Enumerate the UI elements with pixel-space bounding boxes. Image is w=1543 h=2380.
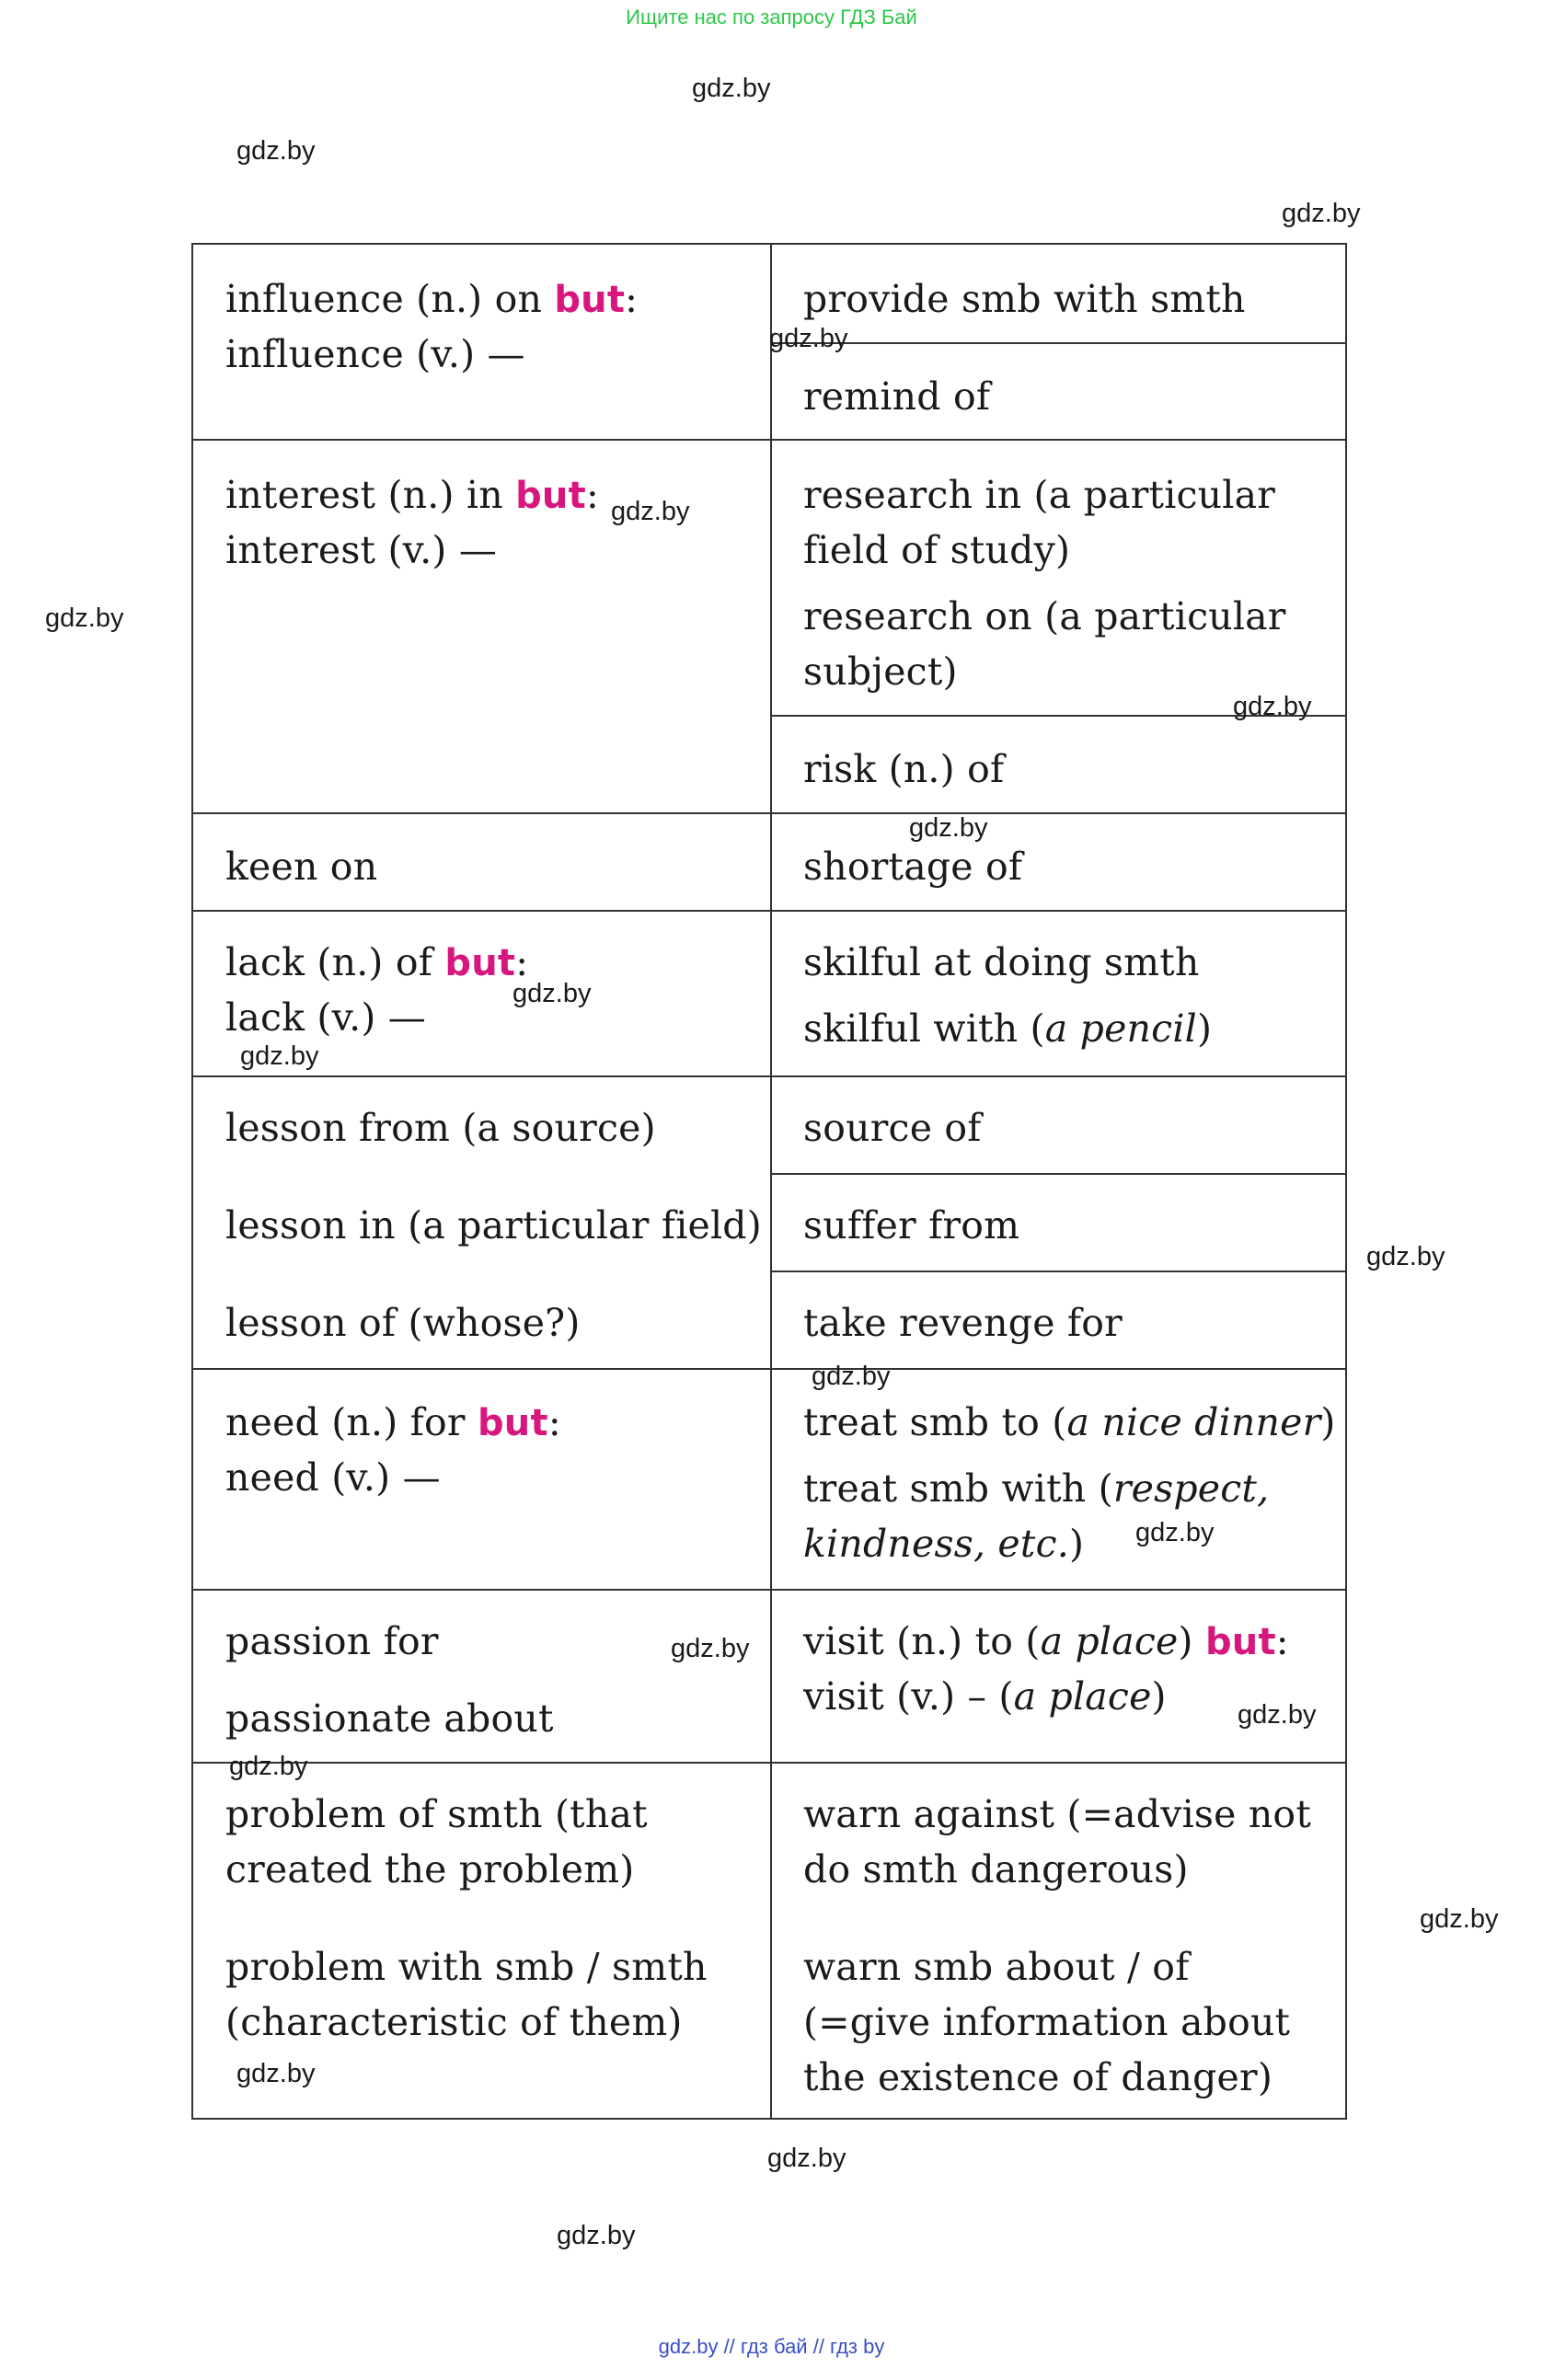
search-banner[interactable]: Ищите нас по запросу ГДЗ Бай bbox=[626, 6, 917, 29]
entry-problem-with-note: (characteristic of them) bbox=[225, 2000, 683, 2044]
right-row-divider bbox=[771, 342, 1347, 344]
entry-lesson-of: lesson of (whose?) bbox=[225, 1301, 581, 1345]
row-divider bbox=[193, 910, 1345, 912]
entry-interest-noun: interest (n.) in but: bbox=[225, 473, 599, 517]
entry-lesson-in: lesson in (a particular field) bbox=[225, 1203, 762, 1247]
entry-provide: provide smb with smth bbox=[803, 277, 1246, 321]
entry-source-of: source of bbox=[803, 1106, 982, 1150]
entry-skilful-with: skilful with (a pencil) bbox=[803, 1006, 1213, 1051]
row-divider bbox=[193, 1368, 1345, 1370]
row-divider bbox=[193, 812, 1345, 814]
row-divider bbox=[193, 439, 1345, 441]
watermark: gdz.by bbox=[611, 497, 690, 526]
watermark: gdz.by bbox=[229, 1752, 308, 1781]
entry-research-on: research on (a particular bbox=[803, 594, 1286, 638]
entry-remind-of: remind of bbox=[803, 374, 991, 419]
watermark: gdz.by bbox=[1233, 692, 1312, 721]
entry-take-revenge: take revenge for bbox=[803, 1301, 1123, 1345]
watermark: gdz.by bbox=[1135, 1518, 1215, 1547]
entry-research-on-note: subject) bbox=[803, 650, 958, 694]
entry-need-verb: need (v.) — bbox=[225, 1455, 441, 1500]
entry-warn-against-note: do smth dangerous) bbox=[803, 1847, 1189, 1891]
watermark: gdz.by bbox=[1366, 1242, 1445, 1271]
watermark: gdz.by bbox=[909, 813, 988, 843]
watermark: gdz.by bbox=[1282, 199, 1361, 228]
watermark: gdz.by bbox=[45, 604, 124, 633]
row-divider bbox=[193, 1075, 1345, 1077]
entry-passionate-about: passionate about bbox=[225, 1696, 554, 1741]
watermark: gdz.by bbox=[769, 324, 848, 353]
watermark: gdz.by bbox=[812, 1362, 891, 1391]
entry-warn-about-note-2: the existence of danger) bbox=[803, 2055, 1273, 2099]
entry-shortage-of: shortage of bbox=[803, 845, 1023, 889]
entry-research-in-note: field of study) bbox=[803, 528, 1071, 572]
watermark: gdz.by bbox=[240, 1041, 319, 1071]
watermark: gdz.by bbox=[557, 2221, 636, 2250]
entry-need-noun: need (n.) for but: bbox=[225, 1400, 561, 1444]
watermark: gdz.by bbox=[1238, 1700, 1317, 1730]
entry-problem-of-note: created the problem) bbox=[225, 1847, 635, 1891]
footer-links[interactable]: gdz.by // гдз бай // гдз by bbox=[658, 2335, 885, 2358]
entry-lesson-from: lesson from (a source) bbox=[225, 1106, 656, 1150]
entry-treat-to: treat smb to (a nice dinner) bbox=[803, 1400, 1336, 1444]
row-divider bbox=[193, 1762, 1345, 1764]
entry-treat-with: treat smb with (respect, bbox=[803, 1466, 1270, 1511]
entry-keen-on: keen on bbox=[225, 845, 378, 889]
watermark: gdz.by bbox=[671, 1634, 750, 1663]
entry-visit-noun: visit (n.) to (a place) but: bbox=[803, 1619, 1289, 1663]
entry-influence-noun: influence (n.) on but: bbox=[225, 277, 639, 321]
entry-skilful-at: skilful at doing smth bbox=[803, 940, 1200, 984]
entry-warn-against: warn against (=advise not bbox=[803, 1792, 1311, 1836]
entry-warn-about-note: (=give information about bbox=[803, 2000, 1291, 2044]
entry-interest-verb: interest (v.) — bbox=[225, 528, 498, 572]
entry-treat-with-cont: kindness, etc.) bbox=[803, 1522, 1085, 1566]
entry-visit-verb: visit (v.) – (a place) bbox=[803, 1674, 1167, 1719]
watermark: gdz.by bbox=[512, 979, 592, 1008]
entry-influence-verb: influence (v.) — bbox=[225, 332, 525, 376]
watermark: gdz.by bbox=[236, 2059, 316, 2088]
entry-risk-of: risk (n.) of bbox=[803, 747, 1005, 791]
vocabulary-table bbox=[191, 243, 1347, 2120]
entry-lack-verb: lack (v.) — bbox=[225, 995, 426, 1040]
entry-suffer-from: suffer from bbox=[803, 1203, 1020, 1247]
entry-problem-with: problem with smb / smth bbox=[225, 1945, 708, 1989]
watermark: gdz.by bbox=[767, 2144, 846, 2173]
entry-warn-about: warn smb about / of bbox=[803, 1945, 1190, 1989]
right-row-divider bbox=[771, 1173, 1347, 1175]
entry-research-in: research in (a particular bbox=[803, 473, 1276, 517]
entry-passion-for: passion for bbox=[225, 1619, 439, 1663]
watermark: gdz.by bbox=[1420, 1904, 1499, 1934]
right-row-divider bbox=[771, 1270, 1347, 1272]
column-divider bbox=[770, 245, 772, 2118]
entry-problem-of: problem of smth (that bbox=[225, 1792, 648, 1836]
entry-lack-noun: lack (n.) of but: bbox=[225, 940, 529, 984]
watermark: gdz.by bbox=[692, 74, 771, 103]
row-divider bbox=[193, 1589, 1345, 1591]
watermark: gdz.by bbox=[236, 136, 316, 166]
